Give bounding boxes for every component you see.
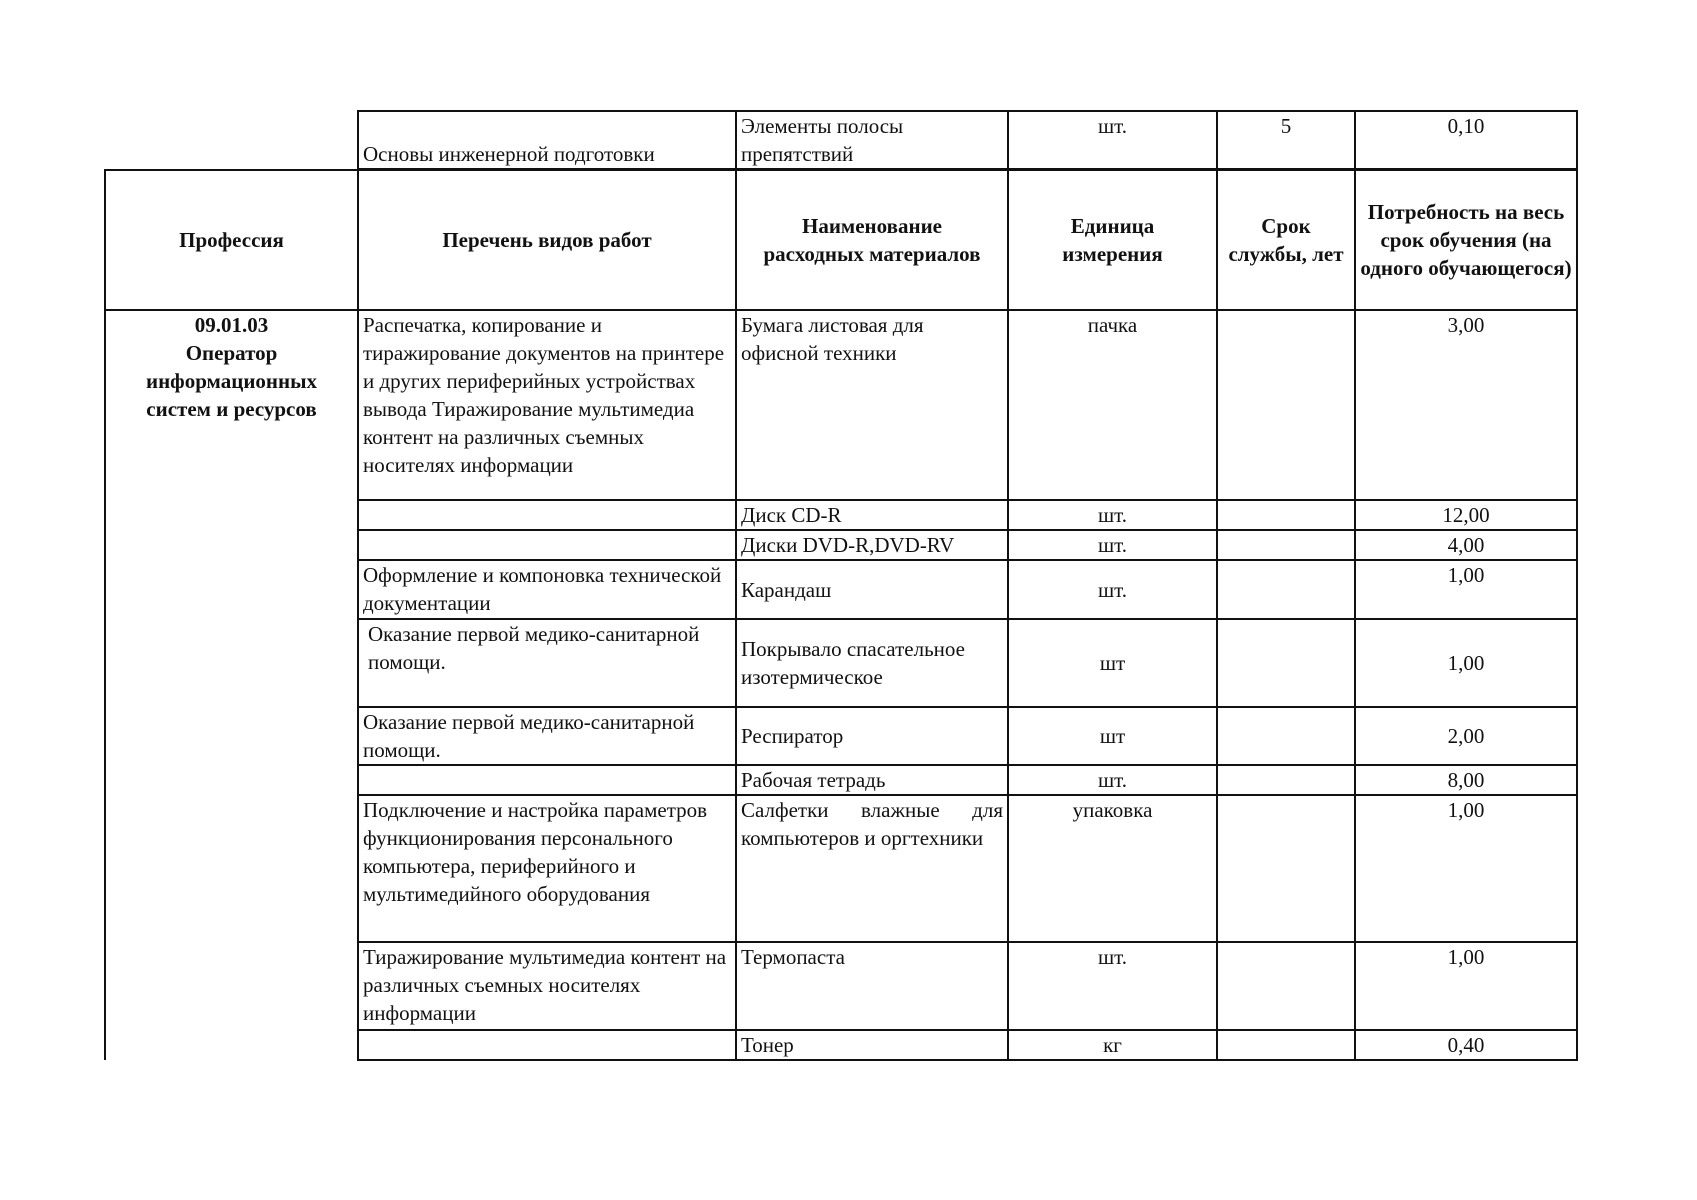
unit-cell: шт — [1008, 707, 1217, 765]
work-cell — [358, 1030, 736, 1060]
work-cell: Основы инженерной подготовки — [358, 111, 736, 169]
work-cell: Тиражирование мультимедиа контент на различных съемных носителях информации — [358, 942, 736, 1030]
life-cell — [1217, 765, 1355, 795]
material-cell: Термопаста — [736, 942, 1008, 1030]
unit-cell: пачка — [1008, 310, 1217, 500]
unit-cell: шт — [1008, 619, 1217, 707]
header-material: Наименование расходных материалов — [736, 170, 1008, 310]
unit-cell: шт. — [1008, 765, 1217, 795]
material-cell: Диск CD-R — [736, 500, 1008, 530]
material-cell: Респиратор — [736, 707, 1008, 765]
work-cell: Подключение и настройка параметров функционирования персонального компьютера, периферийного и мультимедийного оборудования — [358, 795, 736, 942]
unit-cell: шт. — [1008, 500, 1217, 530]
life-cell — [1217, 310, 1355, 500]
life-cell — [1217, 500, 1355, 530]
need-cell: 12,00 — [1355, 500, 1577, 530]
work-cell — [358, 765, 736, 795]
work-cell — [358, 530, 736, 560]
work-cell: Оформление и компоновка технической документации — [358, 560, 736, 619]
profession-cell — [105, 310, 358, 1060]
unit-cell: упаковка — [1008, 795, 1217, 942]
profession-code: 09.01.03 — [194, 313, 269, 337]
material-cell: Покрывало спасательное изотермическое — [736, 619, 1008, 707]
header-life: Срок службы, лет — [1217, 170, 1355, 310]
material-cell: Элементы полосы препятствий — [736, 111, 1008, 169]
need-cell: 1,00 — [1355, 795, 1577, 942]
work-cell: Оказание первой медико-санитарной помощи. — [358, 707, 736, 765]
work-cell — [358, 500, 736, 530]
need-cell: 1,00 — [1355, 942, 1577, 1030]
need-cell: 2,00 — [1355, 707, 1577, 765]
need-cell: 0,10 — [1355, 111, 1577, 169]
table-row — [105, 310, 1577, 500]
life-cell — [1217, 707, 1355, 765]
need-cell: 4,00 — [1355, 530, 1577, 560]
need-cell: 1,00 — [1355, 619, 1577, 707]
life-cell — [1217, 1030, 1355, 1060]
need-cell: 3,00 — [1355, 310, 1577, 500]
unit-cell: шт. — [1008, 111, 1217, 169]
need-cell: 1,00 — [1355, 560, 1577, 619]
continuation-table — [357, 110, 1578, 170]
header-need: Потребность на весь срок обучения (на одного обучающегося) — [1355, 170, 1577, 310]
unit-cell: шт. — [1008, 530, 1217, 560]
header-row — [105, 170, 1577, 310]
life-cell — [1217, 795, 1355, 942]
need-cell: 8,00 — [1355, 765, 1577, 795]
unit-cell: кг — [1008, 1030, 1217, 1060]
material-cell: Бумага листовая для офисной техники — [736, 310, 1008, 500]
material-cell: Тонер — [736, 1030, 1008, 1060]
work-cell: Оказание первой медико-санитарной помощи. — [358, 619, 736, 707]
header-unit: Единица измерения — [1008, 170, 1217, 310]
life-cell: 5 — [1217, 111, 1355, 169]
life-cell — [1217, 619, 1355, 707]
material-cell: Карандаш — [736, 560, 1008, 619]
profession-name: Оператор информационных систем и ресурсов — [145, 341, 318, 421]
life-cell — [1217, 530, 1355, 560]
materials-table — [104, 169, 1578, 1061]
work-cell: Распечатка, копирование и тиражирование документов на принтере и других периферийных устройствах вывода Тиражирование мультимедиа контент на различных съемных носителях информации — [358, 310, 736, 500]
unit-cell: шт. — [1008, 560, 1217, 619]
life-cell — [1217, 560, 1355, 619]
header-profession: Профессия — [105, 170, 358, 310]
material-cell: Диски DVD-R,DVD-RV — [736, 530, 1008, 560]
unit-cell: шт. — [1008, 942, 1217, 1030]
material-cell: Рабочая тетрадь — [736, 765, 1008, 795]
table-row — [358, 111, 1577, 169]
need-cell: 0,40 — [1355, 1030, 1577, 1060]
material-cell: Салфетки влажные для компьютеров и оргтехники — [736, 795, 1008, 942]
header-works: Перечень видов работ — [358, 170, 736, 310]
life-cell — [1217, 942, 1355, 1030]
